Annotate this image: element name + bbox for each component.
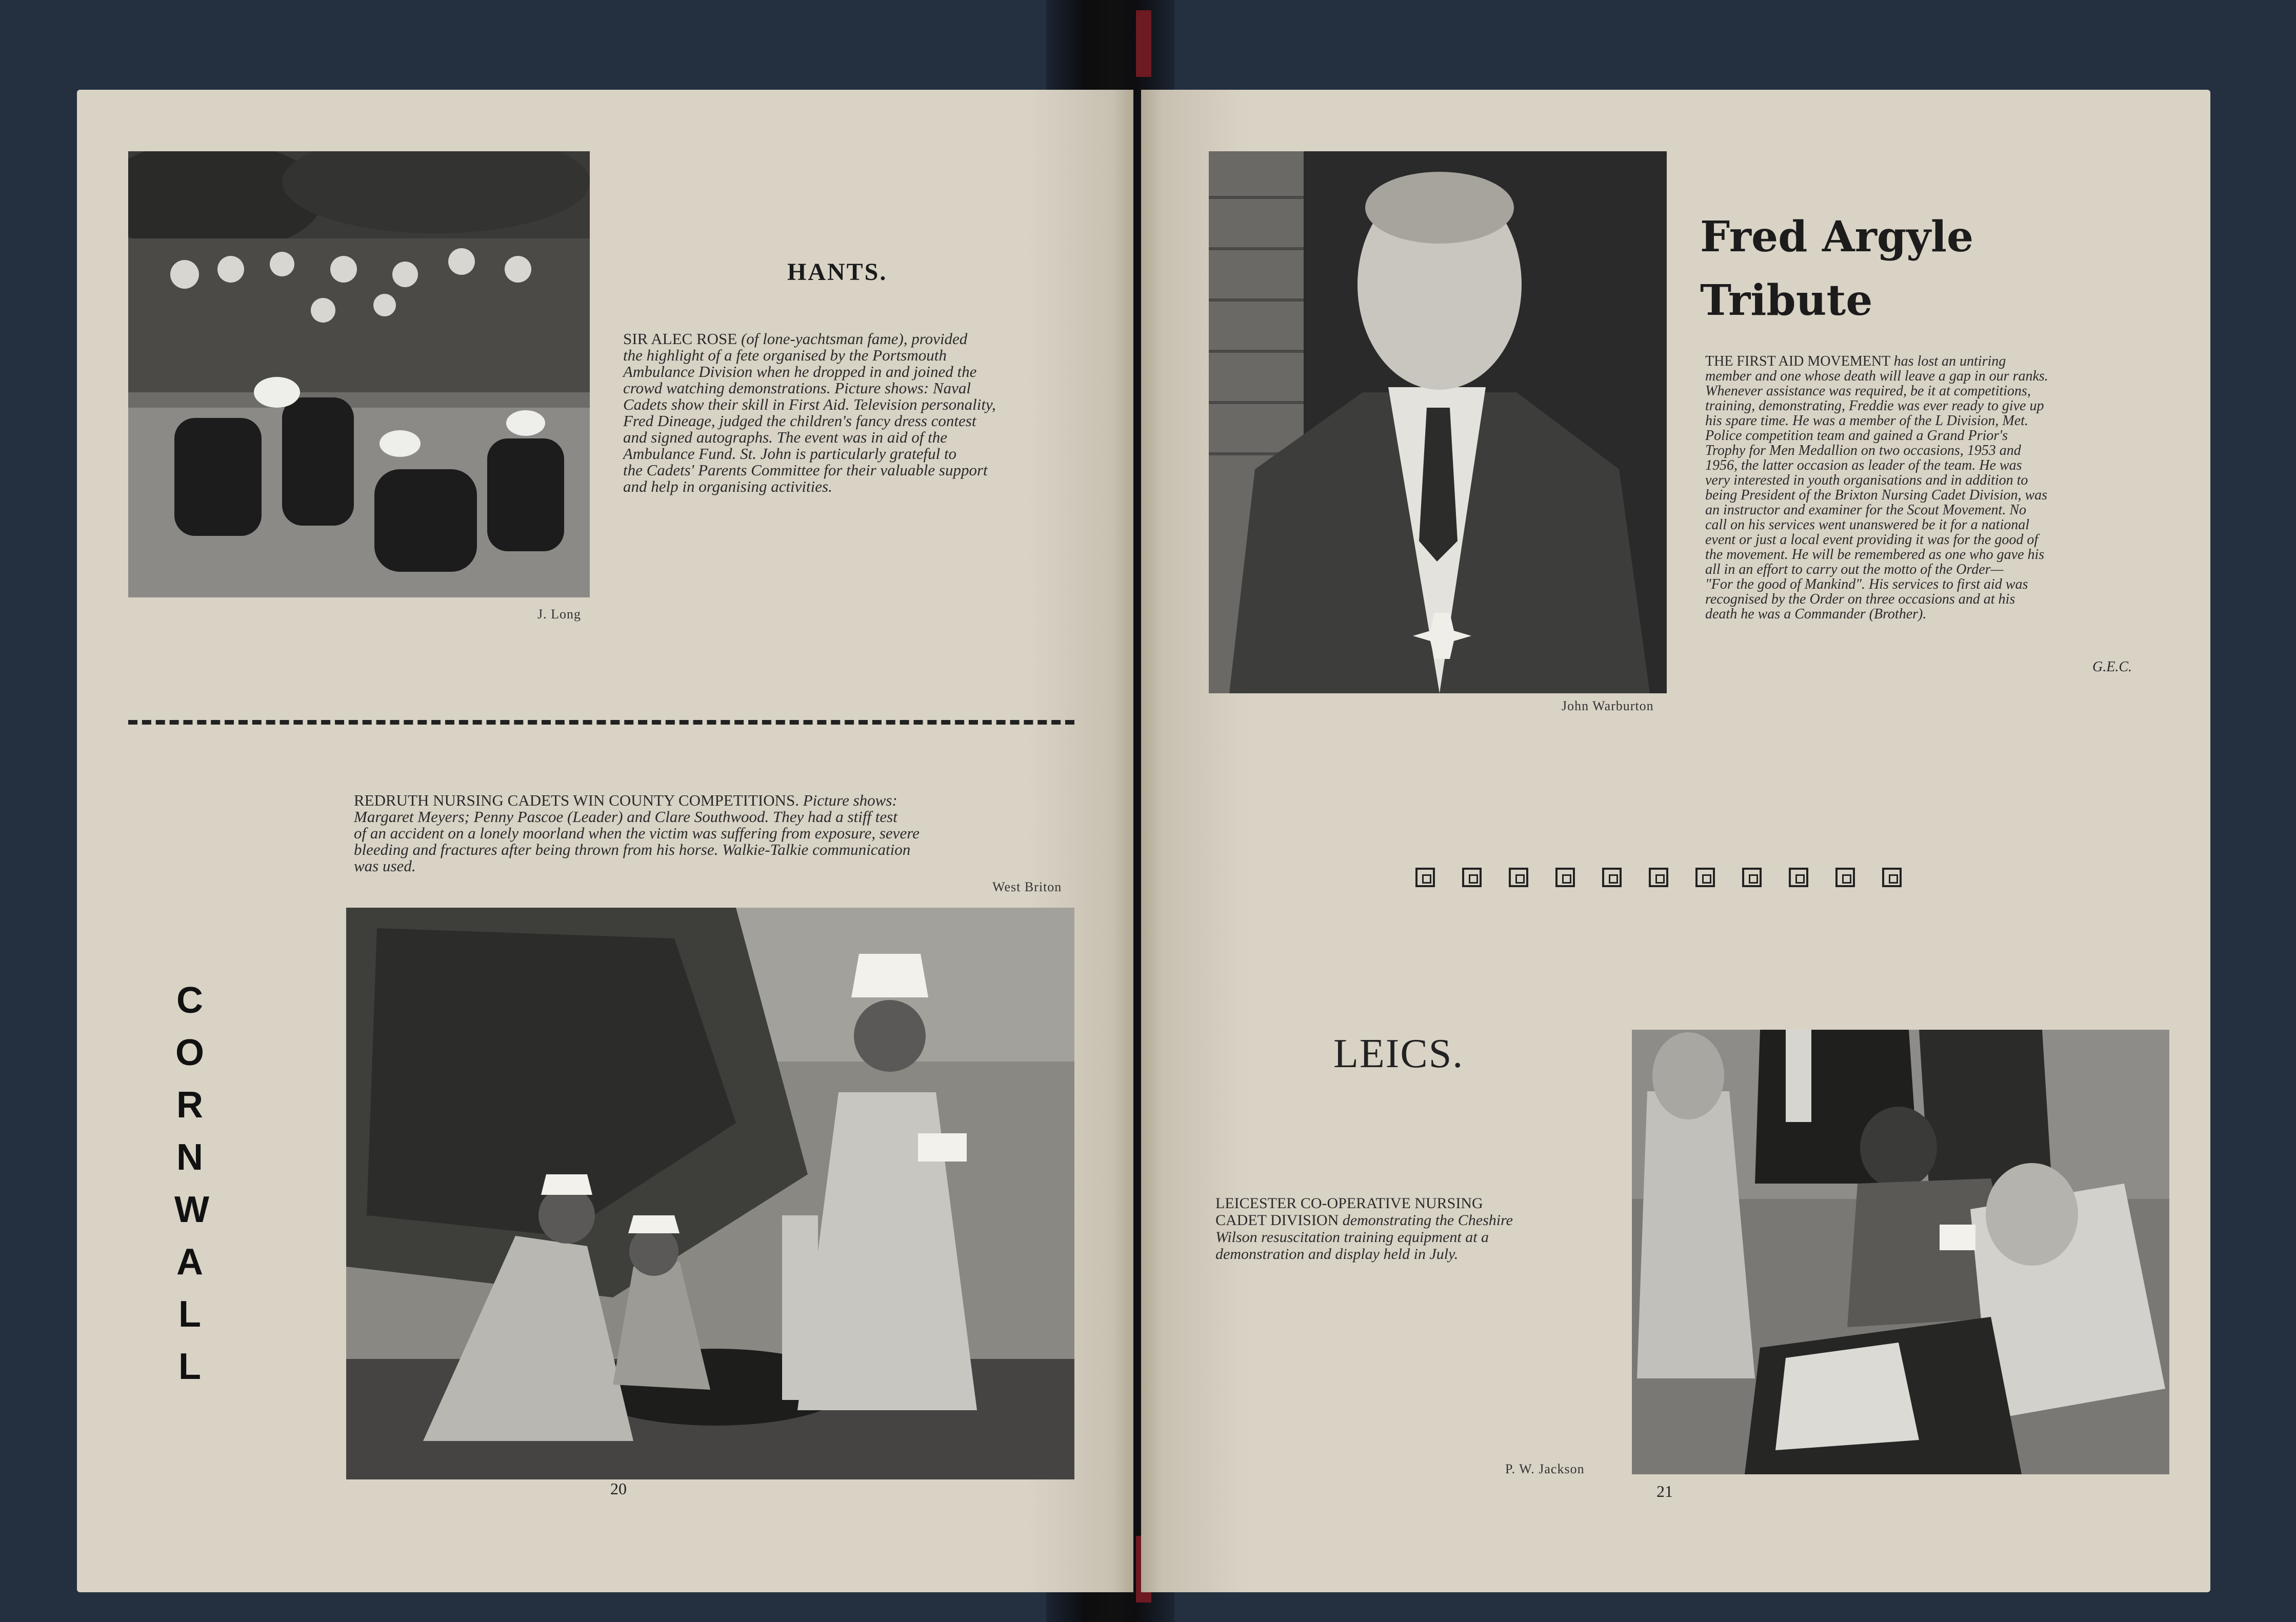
square-ornament-icon [1835,868,1855,887]
tribute-line: his spare time. He was a member of the L Division, Met. [1705,413,2028,429]
tribute-title-line: Tribute [1700,276,1873,325]
square-ornament-icon [1695,868,1715,887]
hants-line: the Cadets' Parents Committee for their valuable support [623,461,988,479]
cornwall-line: Picture shows: [803,791,897,809]
tribute-line: has lost an untiring [1893,353,2006,369]
cornwall-letter: R [176,1085,203,1126]
cornwall-letter: L [178,1294,201,1335]
tribute-line: Whenever assistance was required, be it at competitions, [1705,383,2031,399]
hants-line: Cadets show their skill in First Aid. Television personality, [623,395,996,413]
cornwall-line: was used. [354,857,416,875]
leics-lead: LEICESTER CO-OPERATIVE NURSING [1215,1195,1483,1212]
tribute-title [1700,205,2059,332]
tribute-line: being President of the Brixton Nursing Cadet Division, was [1705,487,2048,503]
hants-lead: SIR ALEC ROSE [623,330,741,348]
leics-line: demonstration and display held in July. [1215,1246,1459,1263]
cornwall-article [354,792,1067,874]
cornwall-line: of an accident on a lonely moorland when the victim was suffering from exposure, severe [354,824,920,842]
cornwall-letter: L [178,1346,201,1387]
tribute-line: member and one whose death will leave a gap in our ranks. [1705,368,2048,384]
cornwall-letter: W [174,1189,209,1230]
ornamental-divider [1415,868,1902,887]
square-ornament-icon [1415,868,1435,887]
cornwall-line: Margaret Meyers; Penny Pascoe (Leader) and Clare Southwood. They had a stiff test [354,808,897,826]
hants-line: Ambulance Fund. St. John is particularly grateful to [623,445,957,463]
cornwall-letter: O [175,1032,204,1073]
tribute-article [1705,354,2167,622]
tribute-lead: THE FIRST AID MOVEMENT [1705,353,1894,369]
tribute-line: training, demonstrating, Freddie was ever ready to give up [1705,398,2044,414]
square-ornament-icon [1742,868,1762,887]
cornwall-lead: REDRUTH NURSING CADETS WIN COUNTY COMPETITIONS. [354,791,803,809]
page-number-left: 20 [610,1479,627,1498]
hants-line: and signed autographs. The event was in aid of the [623,428,948,446]
leics-photo-credit: P. W. Jackson [1505,1461,1585,1476]
square-ornament-icon [1789,868,1808,887]
hants-line: (of lone-yachtsman fame), provided [741,330,968,348]
leics-article [1215,1195,1626,1263]
cornwall-vertical-heading [174,974,209,1393]
cornwall-letter: N [176,1137,203,1178]
tribute-photo-credit: John Warburton [1562,698,1654,713]
page-number-right: 21 [1656,1482,1673,1500]
tribute-line: call on his services went unanswered be it for a national [1705,517,2030,533]
leics-heading: LEICS. [1333,1031,1464,1076]
section-divider [128,720,1074,725]
tribute-line: Police competition team and gained a Grand Prior's [1705,428,2008,444]
tribute-line: 1956, the latter occasion as leader of the team. He was [1705,457,2022,473]
cornwall-letter: C [176,980,203,1021]
spine-binding-mark [1136,10,1151,77]
hants-line: the highlight of a fete organised by the Portsmouth [623,346,947,364]
leics-line: demonstrating the Cheshire [1342,1212,1513,1229]
leics-line: Wilson resuscitation training equipment at a [1215,1229,1489,1246]
cornwall-letter: A [176,1241,203,1283]
hants-photo-credit: J. Long [537,607,581,622]
tribute-line: Trophy for Men Medallion on two occasions, 1953 and [1705,443,2021,458]
tribute-line: an instructor and examiner for the Scout Movement. No [1705,502,2027,518]
fred-argyle-portrait [1209,151,1667,693]
square-ornament-icon [1509,868,1528,887]
leics-lead: CADET DIVISION [1215,1212,1343,1229]
square-ornament-icon [1882,868,1902,887]
tribute-line: recognised by the Order on three occasions and at his [1705,591,2015,607]
leics-photo [1632,1030,2169,1474]
square-ornament-icon [1462,868,1482,887]
cornwall-line: bleeding and fractures after being thrown from his horse. Walkie-Talkie communication [354,840,911,858]
tribute-title-line: Fred Argyle [1700,212,1974,262]
cornwall-photo-credit: West Briton [992,879,1062,894]
tribute-line: very interested in youth organisations and in addition to [1705,472,2028,488]
hants-photo [128,151,590,597]
hants-heading: HANTS. [787,258,888,286]
hants-line: crowd watching demonstrations. Picture shows: Naval [623,379,971,397]
square-ornament-icon [1602,868,1622,887]
square-ornament-icon [1555,868,1575,887]
tribute-line: event or just a local event providing it was for the good of [1705,532,2039,548]
tribute-line: death he was a Commander (Brother). [1705,606,1927,622]
tribute-signature: G.E.C. [2092,659,2132,675]
hants-article [623,331,1095,495]
square-ornament-icon [1649,868,1668,887]
hants-line: Ambulance Division when he dropped in and joined the [623,363,977,381]
cornwall-photo [346,908,1074,1479]
tribute-line: the movement. He will be remembered as one who gave his [1705,547,2045,563]
hants-line: Fred Dineage, judged the children's fancy dress contest [623,412,976,430]
tribute-line: "For the good of Mankind". His services to first aid was [1705,576,2028,592]
tribute-line: all in an effort to carry out the motto of the Order— [1705,562,2004,577]
hants-line: and help in organising activities. [623,477,832,495]
